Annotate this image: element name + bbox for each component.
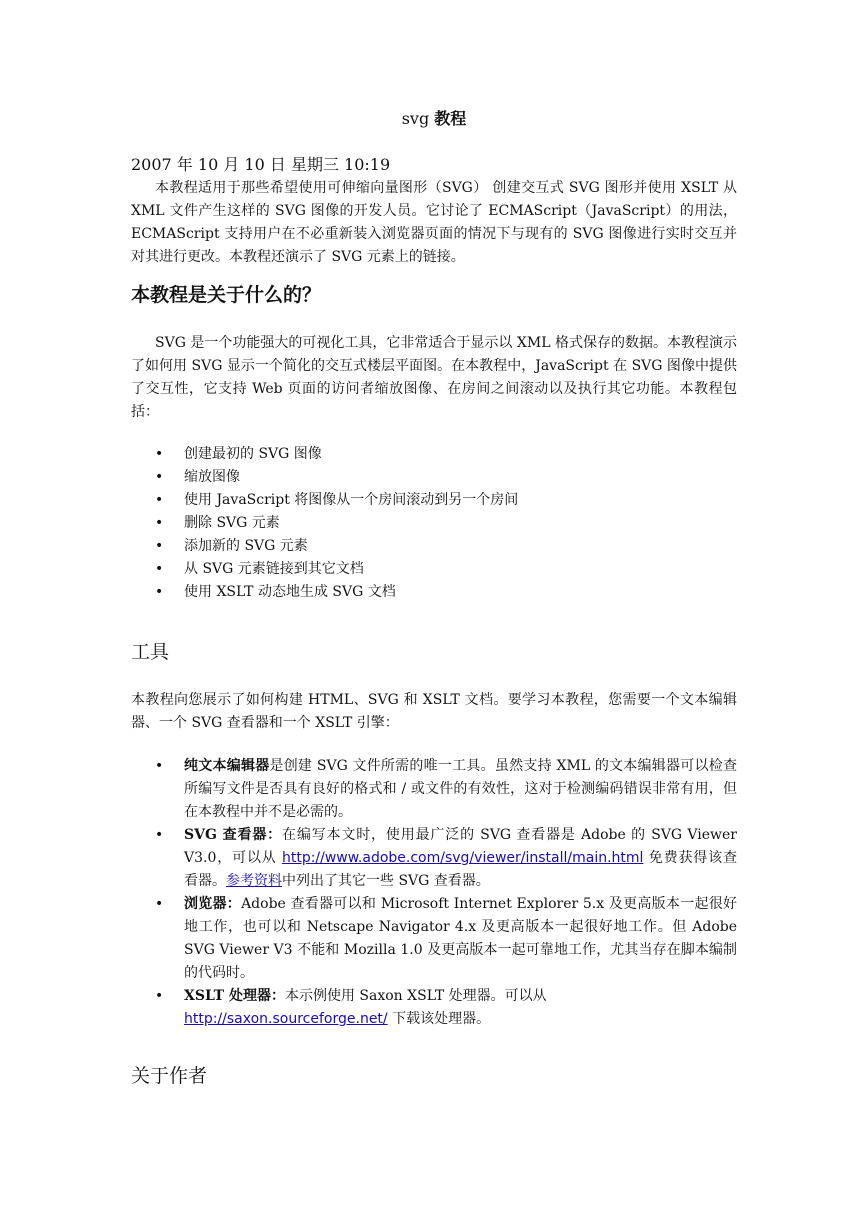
editor-label: 纯文本编辑器 — [184, 758, 270, 774]
xslt-label: XSLT 处理器： — [184, 988, 285, 1004]
adobe-viewer-link[interactable]: http://www.adobe.com/svg/viewer/install/main.html — [281, 850, 644, 866]
section-heading-about: 本教程是关于什么的？ — [131, 284, 322, 306]
editor-text: 是创建 SVG 文件所需的唯一工具。虽然支持 XML 的文本编辑器可以检查所编写文件是否具有良好的格式和 / 或文件的有效性，这对于检测编码错误非常有用，但在本教程中并不是必需的。 — [184, 758, 737, 820]
list-item-browser — [131, 893, 737, 985]
list-item: • 创建最初的 SVG 图像 — [131, 443, 737, 466]
tools-list — [131, 755, 737, 1031]
viewer-text: 在编写本文时，使用最广泛的 SVG 查看器是 Adobe 的 SVG Viewer V3.0，可以从 — [184, 827, 737, 866]
list-item: • 使用 JavaScript 将图像从一个房间滚动到另一个房间 — [131, 489, 737, 512]
about-paragraph: SVG 是一个功能强大的可视化工具，它非常适合于显示以 XML 格式保存的数据。本教程演示了如何用 SVG 显示一个简化的交互式楼层平面图。在本教程中，JavaScript 在 SVG 图像中提供了交互性，它支持 Web 页面的访问者缩放图像、在房间之间滚动以及执行其它功能。本教程包括： — [131, 335, 737, 420]
xslt-text: 本示例使用 Saxon XSLT 处理器。可以从 — [284, 988, 547, 1004]
saxon-link[interactable]: http://saxon.sourceforge.net/ — [184, 1011, 388, 1027]
viewer-label: SVG 查看器： — [184, 827, 283, 843]
document-date: 2007 年 10 月 10 日 星期三 10:19 — [131, 155, 391, 174]
references-link[interactable]: 参考资料 — [226, 873, 282, 889]
browser-label: 浏览器： — [184, 896, 242, 912]
list-item-editor — [131, 755, 737, 824]
list-item-xslt: • XSLT 处理器：本示例使用 Saxon XSLT 处理器。可以从 http://saxon.sourceforge.net/ 下载该处理器。 — [131, 985, 737, 1031]
intro-paragraph: 本教程适用于那些希望使用可伸缩向量图形（SVG） 创建交互式 SVG 图形并使用 XSLT 从 XML 文件产生这样的 SVG 图像的开发人员。它讨论了 ECMAScript（JavaScript）的用法，ECMAScript 支持用户在不必重新装入浏览器页面的情况下与现有的 SVG 图像进行实时交互并对其进行更改。本教程还演示了 SVG 元素上的链接。 — [131, 180, 737, 265]
list-item-viewer: • SVG 查看器：在编写本文时，使用最广泛的 SVG 查看器是 Adobe 的 SVG Viewer V3.0，可以从 http://www.adobe.com/svg/viewer/install/main.html 免费获得该查看器。参考资料中列出了其它一些 SVG 查看器。 — [131, 824, 737, 893]
list-item: • 删除 SVG 元素 — [131, 512, 737, 535]
browser-text: Adobe 查看器可以和 Microsoft Internet Explorer 5.x 及更高版本一起很好地工作，也可以和 Netscape Navigator 4.x 及更高版本一起很好地工作。但 Adobe SVG Viewer V3 不能和 Mozilla 1.0 及更高版本一起可靠地工作，尤其当存在脚本编制的代码时。 — [184, 896, 737, 981]
section-heading-tools: 工具 — [131, 641, 170, 663]
list-item: • 添加新的 SVG 元素 — [131, 535, 737, 558]
document-title: svg 教程 — [401, 109, 467, 128]
tools-paragraph: 本教程向您展示了如何构建 HTML、SVG 和 XSLT 文档。要学习本教程，您需要一个文本编辑器、一个 SVG 查看器和一个 XSLT 引擎： — [131, 692, 737, 731]
list-item: • 使用 XSLT 动态地生成 SVG 文档 — [131, 581, 737, 604]
contents-list — [131, 443, 737, 604]
section-heading-author: 关于作者 — [131, 1065, 208, 1087]
list-item: • 从 SVG 元素链接到其它文档 — [131, 558, 737, 581]
list-item: • 缩放图像 — [131, 466, 737, 489]
